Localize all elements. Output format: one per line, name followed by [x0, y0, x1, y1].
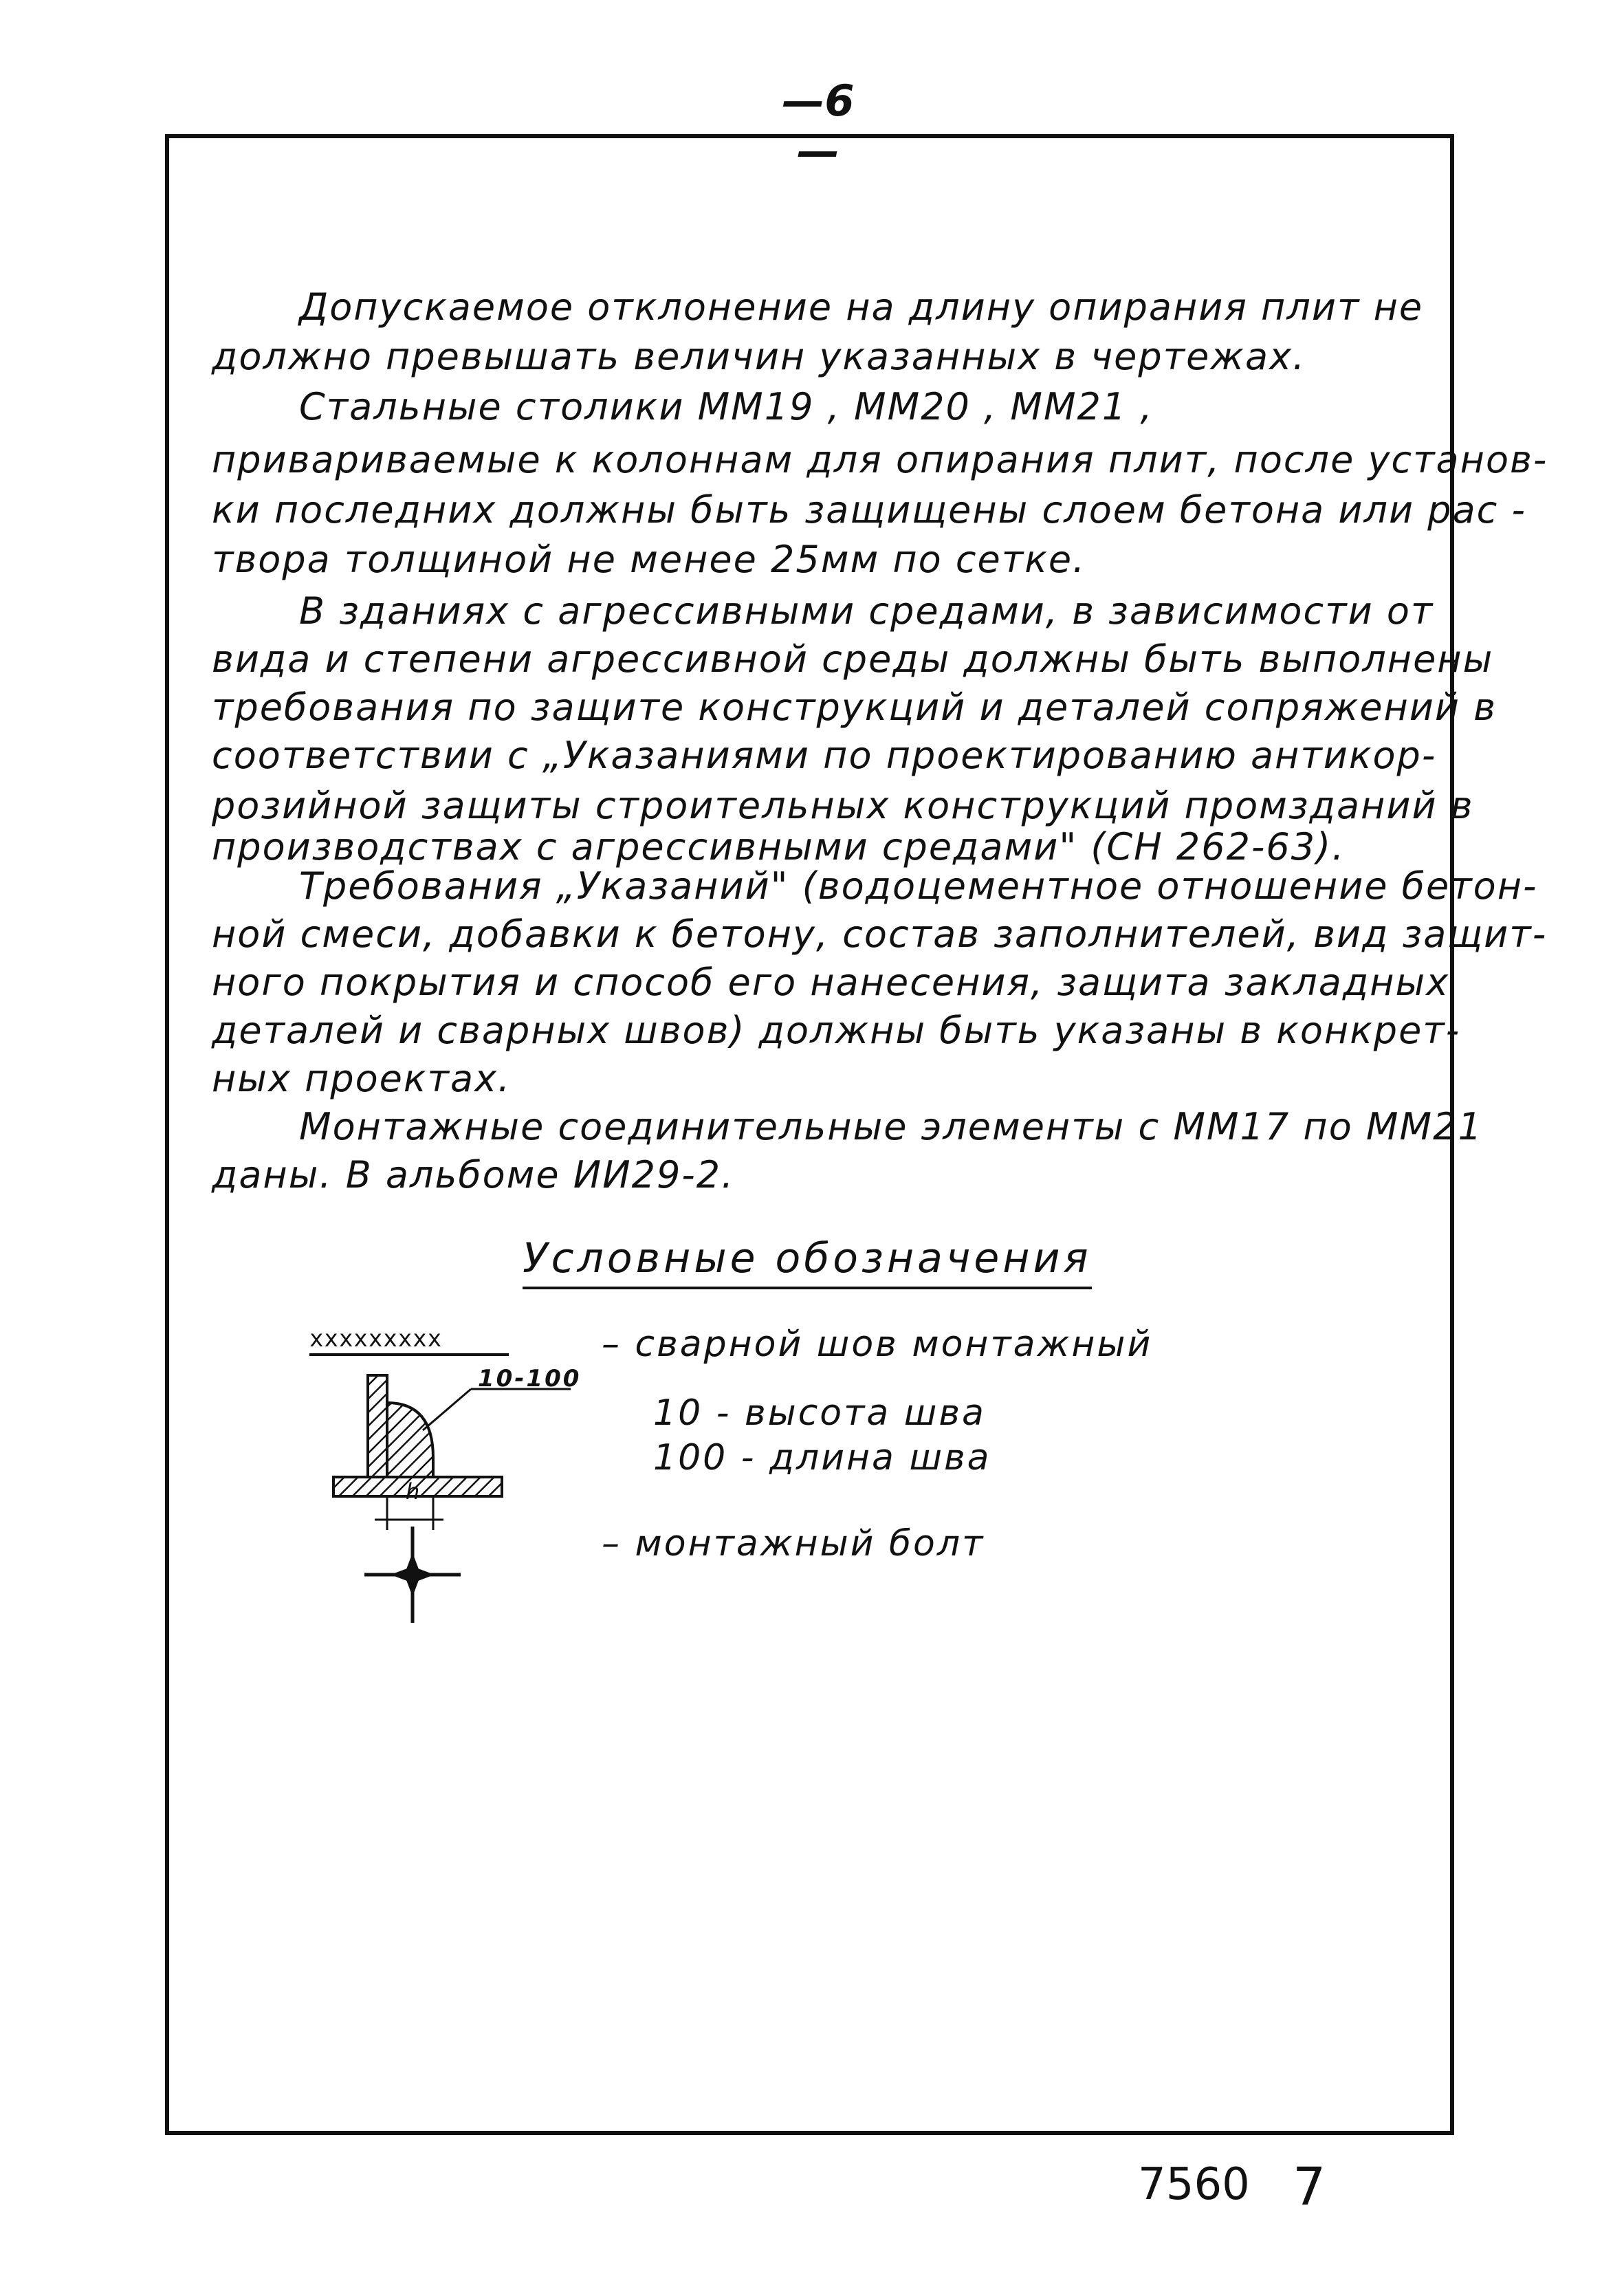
text-line: даны. В альбоме ИИ29-2.	[212, 1153, 735, 1196]
text-line: вида и степени агрессивной среды должны быть выполнены	[212, 637, 1494, 681]
text-line: производствах с агрессивными средами" (СН 262-63).	[212, 825, 1346, 868]
bolt-description: – монтажный болт	[602, 1523, 985, 1564]
text-line: твора толщиной не менее 25мм по сетке.	[212, 538, 1086, 581]
text-line: привариваемые к колоннам для опирания плит, после установ-	[212, 438, 1548, 481]
text-line: ных проектах.	[212, 1057, 512, 1100]
text-line: ного покрытия и способ его нанесения, защита закладных	[212, 961, 1450, 1004]
text-line: ки последних должны быть защищены слоем бетона или рас -	[212, 488, 1527, 532]
bolt-symbol-icon	[364, 1527, 461, 1623]
text-line: ной смеси, добавки к бетону, состав заполнителей, вид защит-	[212, 912, 1548, 956]
weld-length-note: 100 - длина шва	[653, 1437, 991, 1478]
text-line: В зданиях с агрессивными средами, в зависимости от	[299, 589, 1434, 633]
text-line: требования по защите конструкций и деталей сопряжений в	[212, 686, 1497, 729]
page-number: —6—	[782, 76, 855, 176]
text-line: Стальные столики ММ19 , ММ20 , ММ21 ,	[299, 385, 1154, 428]
text-line: Допускаемое отклонение на длину опирания плит не	[299, 285, 1424, 329]
weld-symbol-icon	[303, 1327, 591, 1547]
text-line: розийной защиты строительных конструкций промзданий в	[212, 784, 1474, 827]
text-line: должно превышать величин указанных в чертежах.	[212, 335, 1306, 378]
weld-dimension-letter: h	[406, 1478, 422, 1505]
text-line: Требования „Указаний" (водоцементное отношение бетон-	[299, 864, 1538, 908]
text-line: соответствии с „Указаниями по проектированию антикор-	[212, 734, 1437, 777]
text-line: Монтажные соединительные элементы с ММ17 по ММ21	[299, 1105, 1483, 1148]
sheet-code: 7560	[1138, 2159, 1250, 2210]
legend-heading: Условные обозначения	[523, 1234, 1092, 1289]
sheet-number: 7	[1293, 2156, 1326, 2217]
weld-height-note: 10 - высота шва	[653, 1392, 986, 1434]
svg-text:xxxxxxxxx: xxxxxxxxx	[309, 1325, 443, 1353]
weld-description: – сварной шов монтажный	[602, 1324, 1153, 1365]
weld-label: 10-100	[478, 1365, 582, 1392]
text-line: деталей и сварных швов) должны быть указаны в конкрет-	[212, 1009, 1461, 1052]
